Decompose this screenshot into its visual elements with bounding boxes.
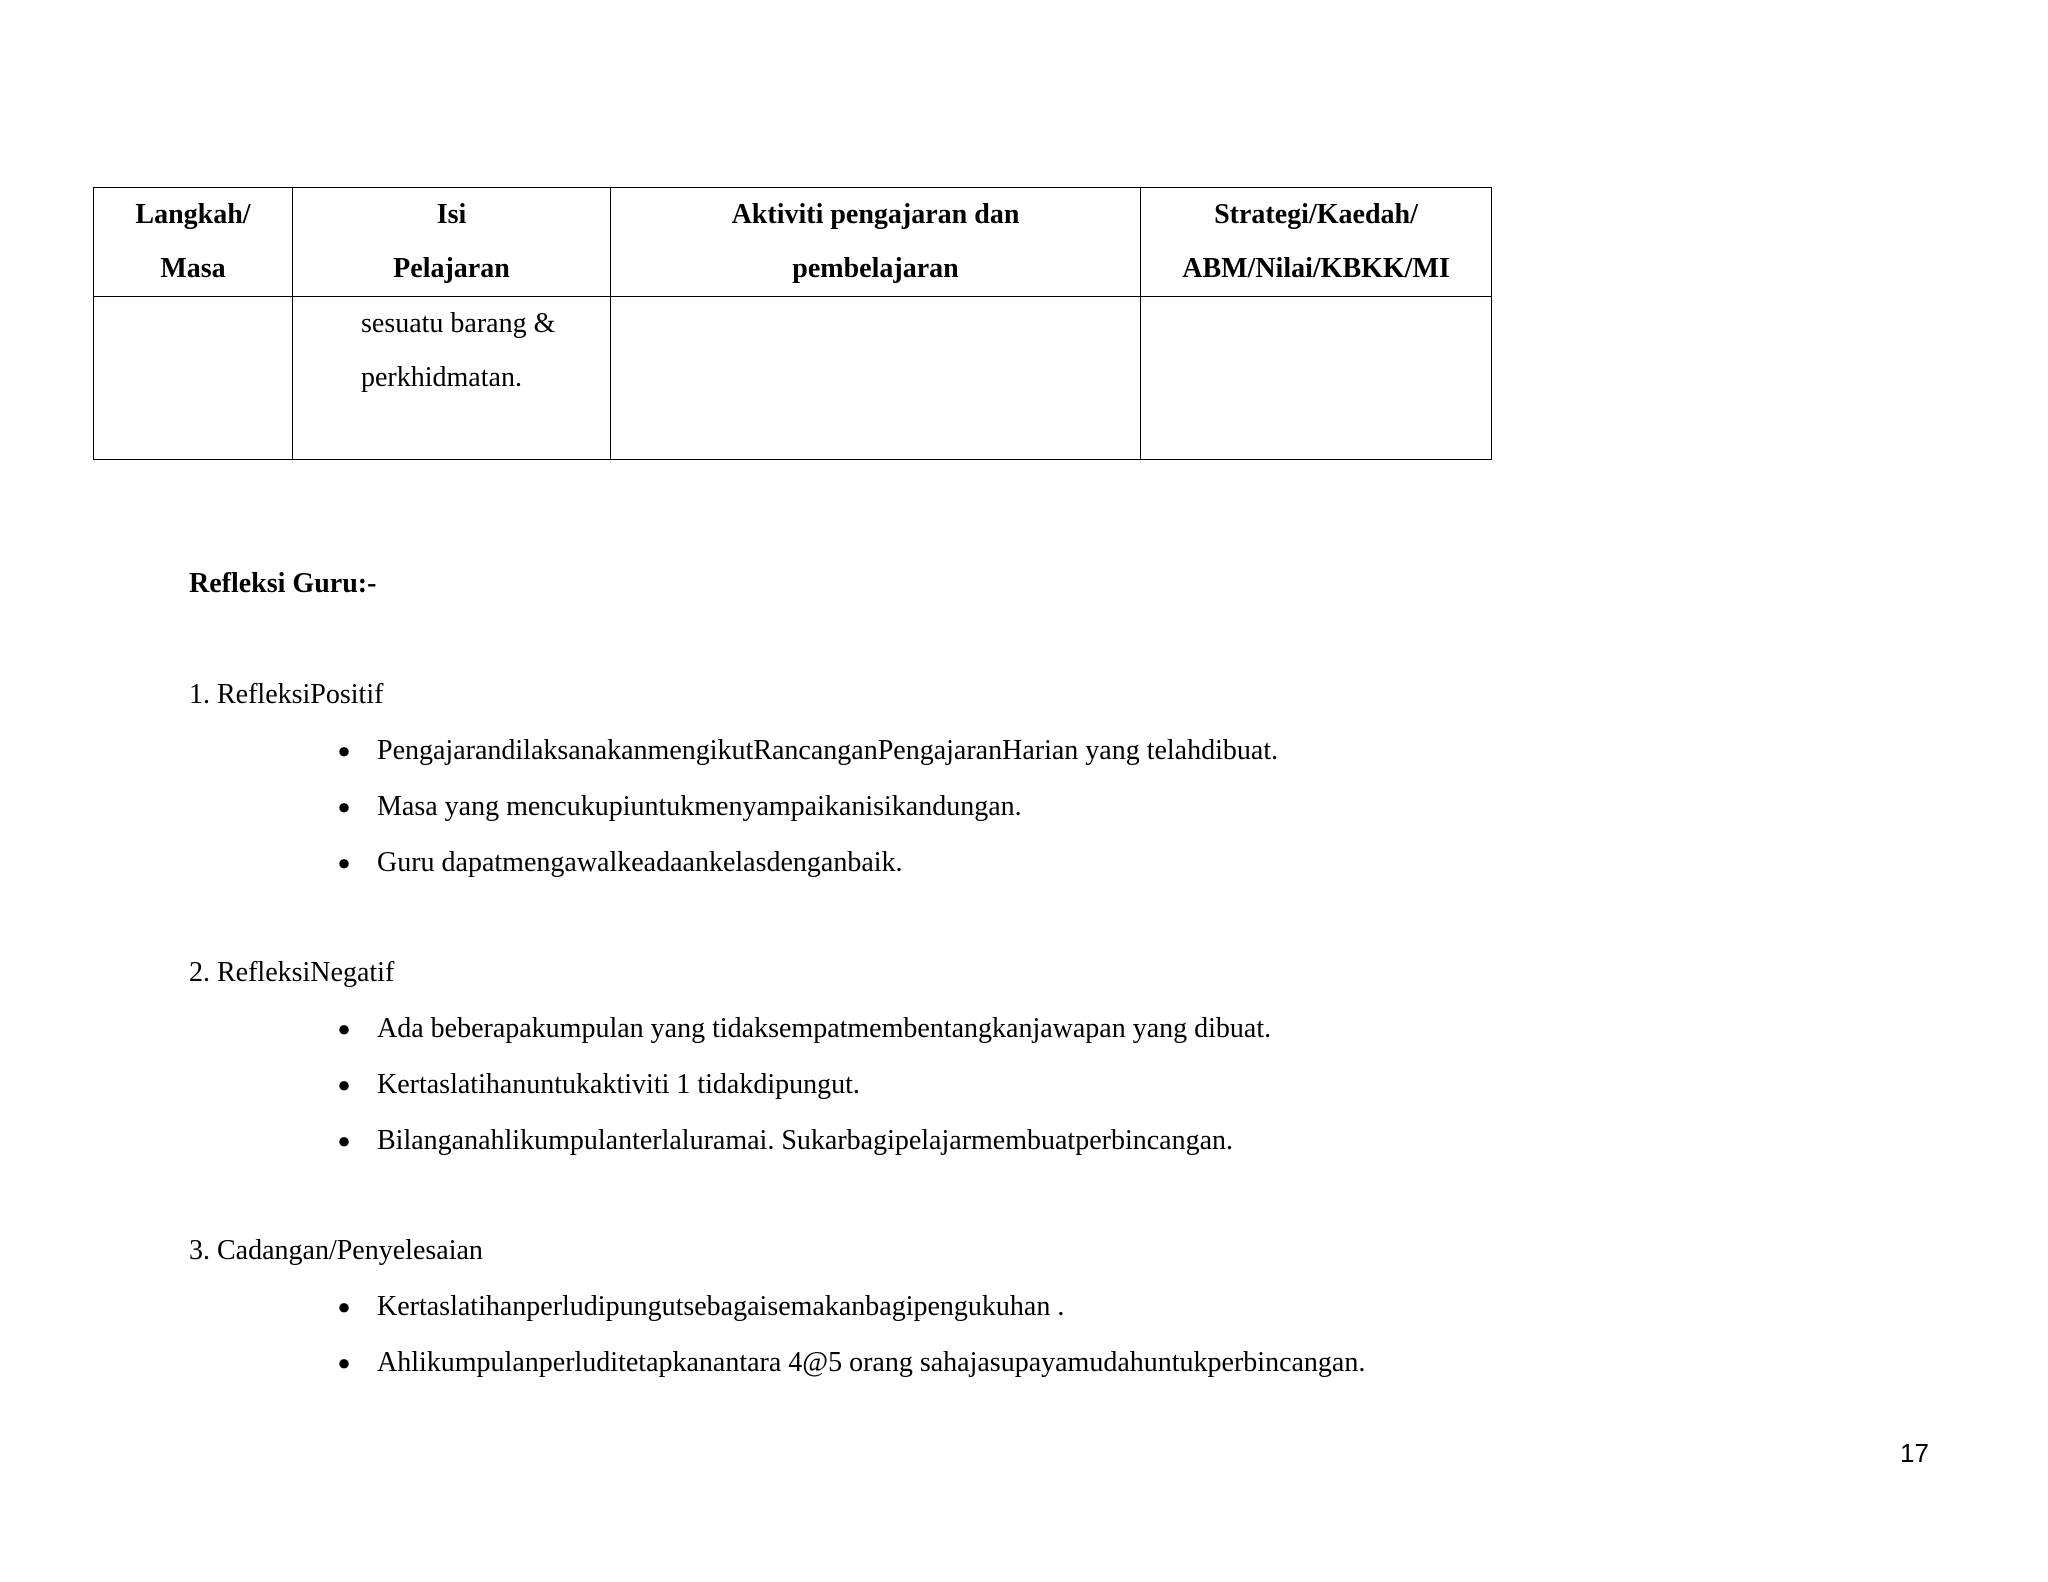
bullet-icon: ● (337, 794, 351, 819)
cell-strategi (1141, 297, 1492, 460)
cell-langkah (94, 297, 293, 460)
section-heading: 1. RefleksiPositif (189, 679, 384, 710)
header-text: Pelajaran (393, 253, 510, 284)
header-text: Isi (436, 199, 467, 230)
cell-text: perkhidmatan. (361, 362, 522, 393)
list-item-text: Kertaslatihanuntukaktiviti 1 tidakdipungut. (377, 1069, 860, 1100)
list-item-text: Ada beberapakumpulan yang tidaksempatmembentangkanjawapan yang dibuat. (377, 1013, 1272, 1044)
bullet-icon: ● (337, 1072, 351, 1097)
reflection-section-negative (189, 955, 1489, 1179)
header-text: Langkah/ (135, 199, 251, 230)
section-heading: 2. RefleksiNegatif (189, 957, 395, 988)
bullet-icon: ● (337, 1350, 351, 1375)
header-text: Strategi/Kaedah/ (1214, 199, 1418, 230)
header-text: Aktiviti pengajaran dan (731, 199, 1020, 230)
header-isi-pelajaran (293, 188, 611, 297)
list-item-text: PengajarandilaksanakanmengikutRancanganPengajaranHarian yang telahdibuat. (377, 735, 1279, 766)
header-aktiviti (611, 188, 1141, 297)
list-item-text: Masa yang mencukupiuntukmenyampaikanisikandungan. (377, 791, 1022, 822)
reflection-section-positive (189, 677, 1489, 901)
table-header-row (94, 188, 1492, 297)
header-strategi (1141, 188, 1492, 297)
list-item (189, 1123, 1489, 1179)
header-text: pembelajaran (792, 253, 959, 284)
page-number: 17 (1900, 1438, 1929, 1468)
table-row (94, 297, 1492, 460)
bullet-icon: ● (337, 850, 351, 875)
list-item (189, 845, 1489, 901)
header-text: Masa (160, 253, 226, 284)
list-item (189, 789, 1489, 845)
list-item (189, 733, 1489, 789)
reflection-section-suggestion (189, 1233, 1489, 1401)
bullet-icon: ● (337, 738, 351, 763)
bullet-icon: ● (337, 1294, 351, 1319)
section-heading: 3. Cadangan/Penyelesaian (189, 1235, 483, 1266)
reflection-title: Refleksi Guru:- (189, 568, 377, 599)
bullet-icon: ● (337, 1016, 351, 1041)
bullet-list (189, 733, 1489, 901)
cell-aktiviti (611, 297, 1141, 460)
list-item-text: Bilanganahlikumpulanterlaluramai. Sukarbagipelajarmembuatperbincangan. (377, 1125, 1234, 1156)
list-item (189, 1345, 1489, 1401)
cell-text: sesuatu barang & (361, 308, 556, 339)
list-item-text: Guru dapatmengawalkeadaankelasdenganbaik. (377, 847, 903, 878)
list-item-text: Kertaslatihanperludipungutsebagaisemakanbagipengukuhan . (377, 1291, 1065, 1322)
bullet-list (189, 1289, 1489, 1401)
list-item (189, 1067, 1489, 1123)
list-item (189, 1289, 1489, 1345)
list-item (189, 1011, 1489, 1067)
header-text: ABM/Nilai/KBKK/MI (1182, 253, 1450, 284)
bullet-list (189, 1011, 1489, 1179)
bullet-icon: ● (337, 1128, 351, 1153)
header-langkah-masa (94, 188, 293, 297)
list-item-text: Ahlikumpulanperluditetapkanantara 4@5 orang sahajasupayamudahuntukperbincangan. (377, 1347, 1366, 1378)
cell-isi (293, 297, 611, 460)
lesson-plan-table (93, 187, 1492, 460)
